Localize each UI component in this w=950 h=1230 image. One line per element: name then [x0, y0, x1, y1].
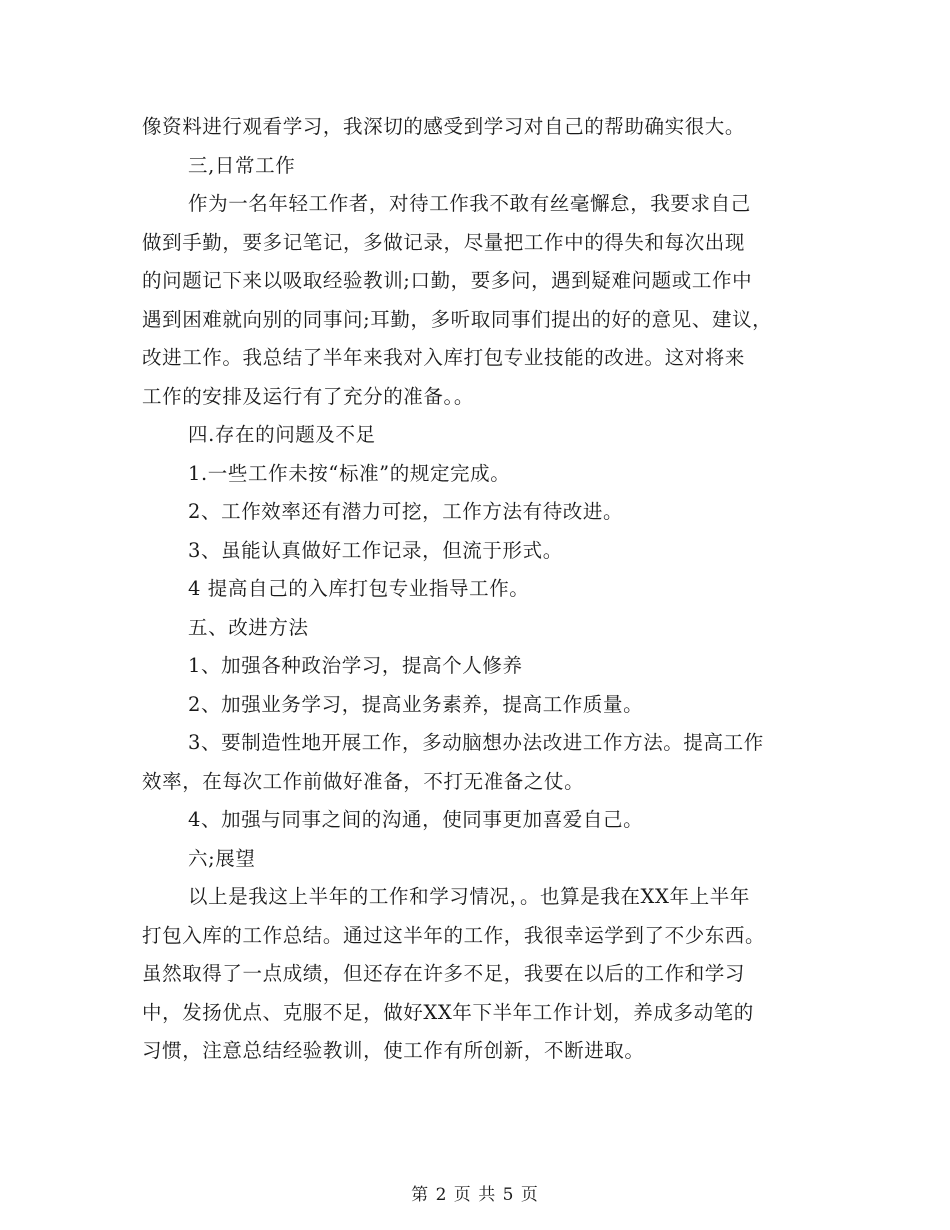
- body-line: 的问题记下来以吸取经验教训;口勤，要多问，遇到疑难问题或工作中: [142, 269, 753, 292]
- list-item: 1、加强各种政治学习，提高个人修养: [188, 654, 523, 677]
- list-item: 3、虽能认真做好工作记录，但流于形式。: [188, 538, 563, 562]
- body-line: 改进工作。我总结了半年来我对入库打包专业技能的改进。这对将来: [142, 346, 746, 369]
- body-line: 习惯，注意总结经验教训，使工作有所创新，不断进取。: [142, 1039, 645, 1062]
- body-line: 打包入库的工作总结。通过这半年的工作，我很幸运学到了不少东西。: [142, 923, 766, 947]
- body-line: 以上是我这上半年的工作和学习情况，。也算是我在XX年上半年: [188, 885, 750, 908]
- body-line: 作为一名年轻工作者，对待工作我不敢有丝毫懈怠，我要求自己: [188, 192, 751, 215]
- body-line: 虽然取得了一点成绩，但还存在许多不足，我要在以后的工作和学习: [142, 962, 746, 985]
- section-heading: 五、改进方法: [188, 615, 309, 639]
- body-line: 中，发扬优点、克服不足，做好XX年下半年工作计划，养成多动笔的: [142, 1000, 754, 1024]
- document-body: [142, 108, 832, 1071]
- list-item: 3、要制造性地开展工作，多动脑想办法改进工作方法。提高工作: [188, 731, 764, 754]
- page-number-footer: 第 2 页 共 5 页: [411, 1185, 539, 1205]
- body-line: 效率，在每次工作前做好准备，不打无准备之仗。: [142, 769, 585, 793]
- list-item: 4、加强与同事之间的沟通，使同事更加喜爱自己。: [188, 808, 644, 831]
- section-heading: 四.存在的问题及不足: [188, 423, 376, 446]
- body-line: 工作的安排及运行有了充分的准备。。: [142, 384, 474, 408]
- body-line: 遇到困难就向别的同事问;耳勤，多听取同事们提出的好的意见、建议，: [142, 307, 773, 331]
- list-item: 2、加强业务学习，提高业务素养，提高工作质量。: [188, 692, 644, 716]
- list-item: 1.一些工作未按“标准”的规定完成。: [188, 461, 511, 485]
- section-heading: 三,日常工作: [188, 153, 296, 177]
- section-heading: 六;展望: [188, 846, 256, 870]
- list-item: 2、工作效率还有潜力可挖，工作方法有待改进。: [188, 500, 624, 523]
- body-line: 做到手勤，要多记笔记，多做记录，尽量把工作中的得失和每次出现: [142, 230, 746, 254]
- list-item: 4 提高自己的入库打包专业指导工作。: [188, 577, 530, 600]
- body-line: 像资料进行观看学习，我深切的感受到学习对自己的帮助确实很大。: [142, 115, 746, 138]
